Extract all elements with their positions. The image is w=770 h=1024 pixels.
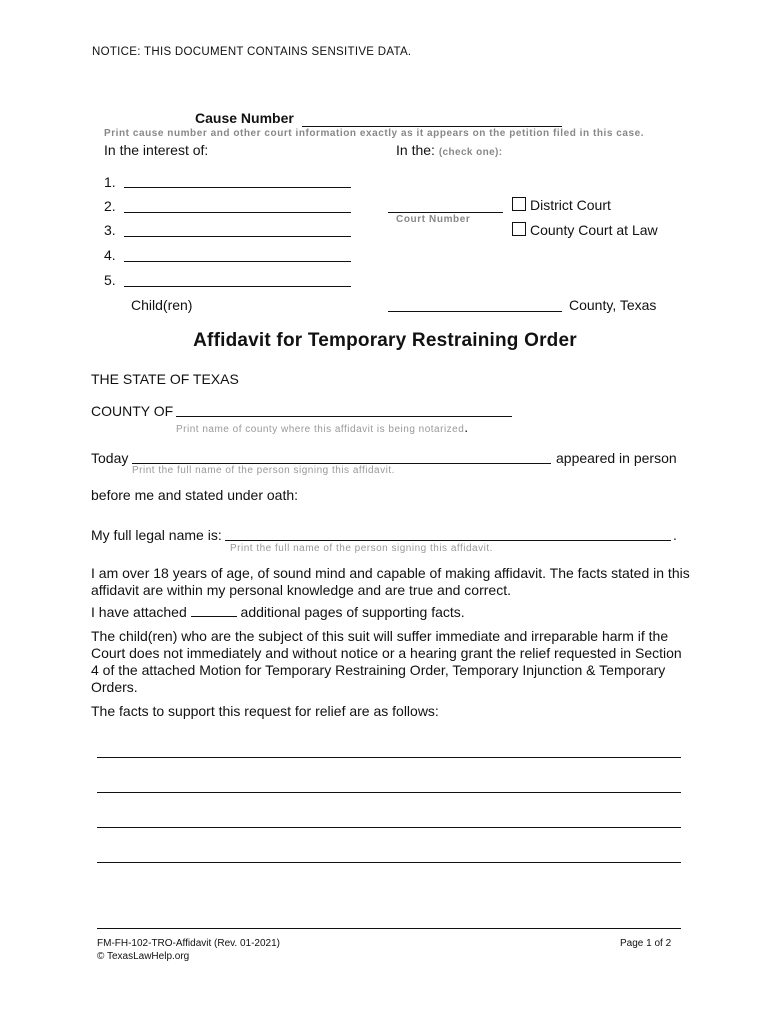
today-name-field[interactable]	[132, 463, 551, 464]
child-name-field-2[interactable]	[124, 212, 351, 213]
attached-pages-statement	[91, 604, 465, 620]
legal-name-label: My full legal name is:	[91, 527, 222, 543]
cause-number-hint: Print cause number and other court information exactly as it appears on the petition filed in this case.	[104, 128, 645, 139]
facts-line-4[interactable]	[97, 862, 681, 863]
in-the-text: In the:	[396, 142, 435, 158]
county-of-label: COUNTY OF	[91, 403, 174, 419]
county-court-at-law-checkbox[interactable]	[512, 222, 526, 236]
facts-intro: The facts to support this request for relief are as follows:	[91, 703, 439, 719]
legal-name-field[interactable]	[225, 540, 671, 541]
child-number-4: 4.	[104, 247, 116, 263]
county-of-field[interactable]	[176, 416, 512, 417]
form-id: FM-FH-102-TRO-Affidavit (Rev. 01-2021)	[97, 938, 281, 949]
district-court-checkbox[interactable]	[512, 197, 526, 211]
county-name-field[interactable]	[388, 311, 562, 312]
county-court-at-law-label: County Court at Law	[530, 222, 658, 238]
child-number-5: 5.	[104, 272, 116, 288]
today-hint: Print the full name of the person signing this affidavit.	[132, 465, 395, 476]
court-number-field[interactable]	[388, 212, 503, 213]
before-me-text: before me and stated under oath:	[91, 487, 299, 503]
legal-name-hint: Print the full name of the person signing this affidavit.	[230, 543, 493, 554]
sensitive-data-notice: NOTICE: THIS DOCUMENT CONTAINS SENSITIVE DATA.	[92, 46, 412, 58]
age-statement: I am over 18 years of age, of sound mind and capable of making affidavit. The facts stated in this affidavit are within my personal knowledge and are true and correct.	[91, 565, 690, 598]
child-number-2: 2.	[104, 198, 116, 214]
child-number-3: 3.	[104, 222, 116, 238]
footer-divider	[97, 928, 681, 929]
child-name-field-1[interactable]	[124, 187, 351, 188]
harm-statement: The child(ren) who are the subject of this suit will suffer immediate and irreparable harm if the Court does not immediately and without notice or a hearing grant the relief requested in Section 4 of the attached Motion for Temporary Restraining Order, Temporary Injunction & Temporary Orders.	[91, 628, 682, 695]
county-texas-label: County, Texas	[569, 297, 657, 313]
county-of-hint-period: .	[464, 419, 469, 435]
court-number-hint: Court Number	[396, 214, 471, 225]
child-name-field-3[interactable]	[124, 236, 351, 237]
child-name-field-5[interactable]	[124, 286, 351, 287]
attached-prefix: I have attached	[91, 604, 187, 620]
legal-name-period: .	[673, 527, 677, 543]
in-the-label	[396, 142, 503, 158]
in-the-interest-of-label: In the interest of:	[104, 142, 209, 158]
attached-suffix: additional pages of supporting facts.	[240, 604, 465, 620]
cause-number-field[interactable]	[302, 126, 562, 127]
page-title: Affidavit for Temporary Restraining Order	[193, 330, 577, 351]
state-of-texas-label: THE STATE OF TEXAS	[91, 371, 239, 387]
check-one-hint: (check one):	[438, 147, 503, 158]
district-court-label: District Court	[530, 197, 611, 213]
county-of-hint	[176, 419, 469, 435]
facts-line-1[interactable]	[97, 757, 681, 758]
children-label: Child(ren)	[131, 297, 193, 313]
facts-line-2[interactable]	[97, 792, 681, 793]
child-number-1: 1.	[104, 174, 116, 190]
cause-number-label: Cause Number	[195, 110, 294, 126]
county-of-hint-text: Print name of county where this affidavit is being notarized	[176, 424, 465, 435]
facts-line-3[interactable]	[97, 827, 681, 828]
copyright: © TexasLawHelp.org	[97, 951, 190, 962]
appeared-in-person-label: appeared in person	[556, 450, 677, 466]
attached-pages-count-field[interactable]	[191, 604, 237, 617]
today-label: Today	[91, 450, 129, 466]
page-number: Page 1 of 2	[620, 938, 672, 949]
child-name-field-4[interactable]	[124, 261, 351, 262]
